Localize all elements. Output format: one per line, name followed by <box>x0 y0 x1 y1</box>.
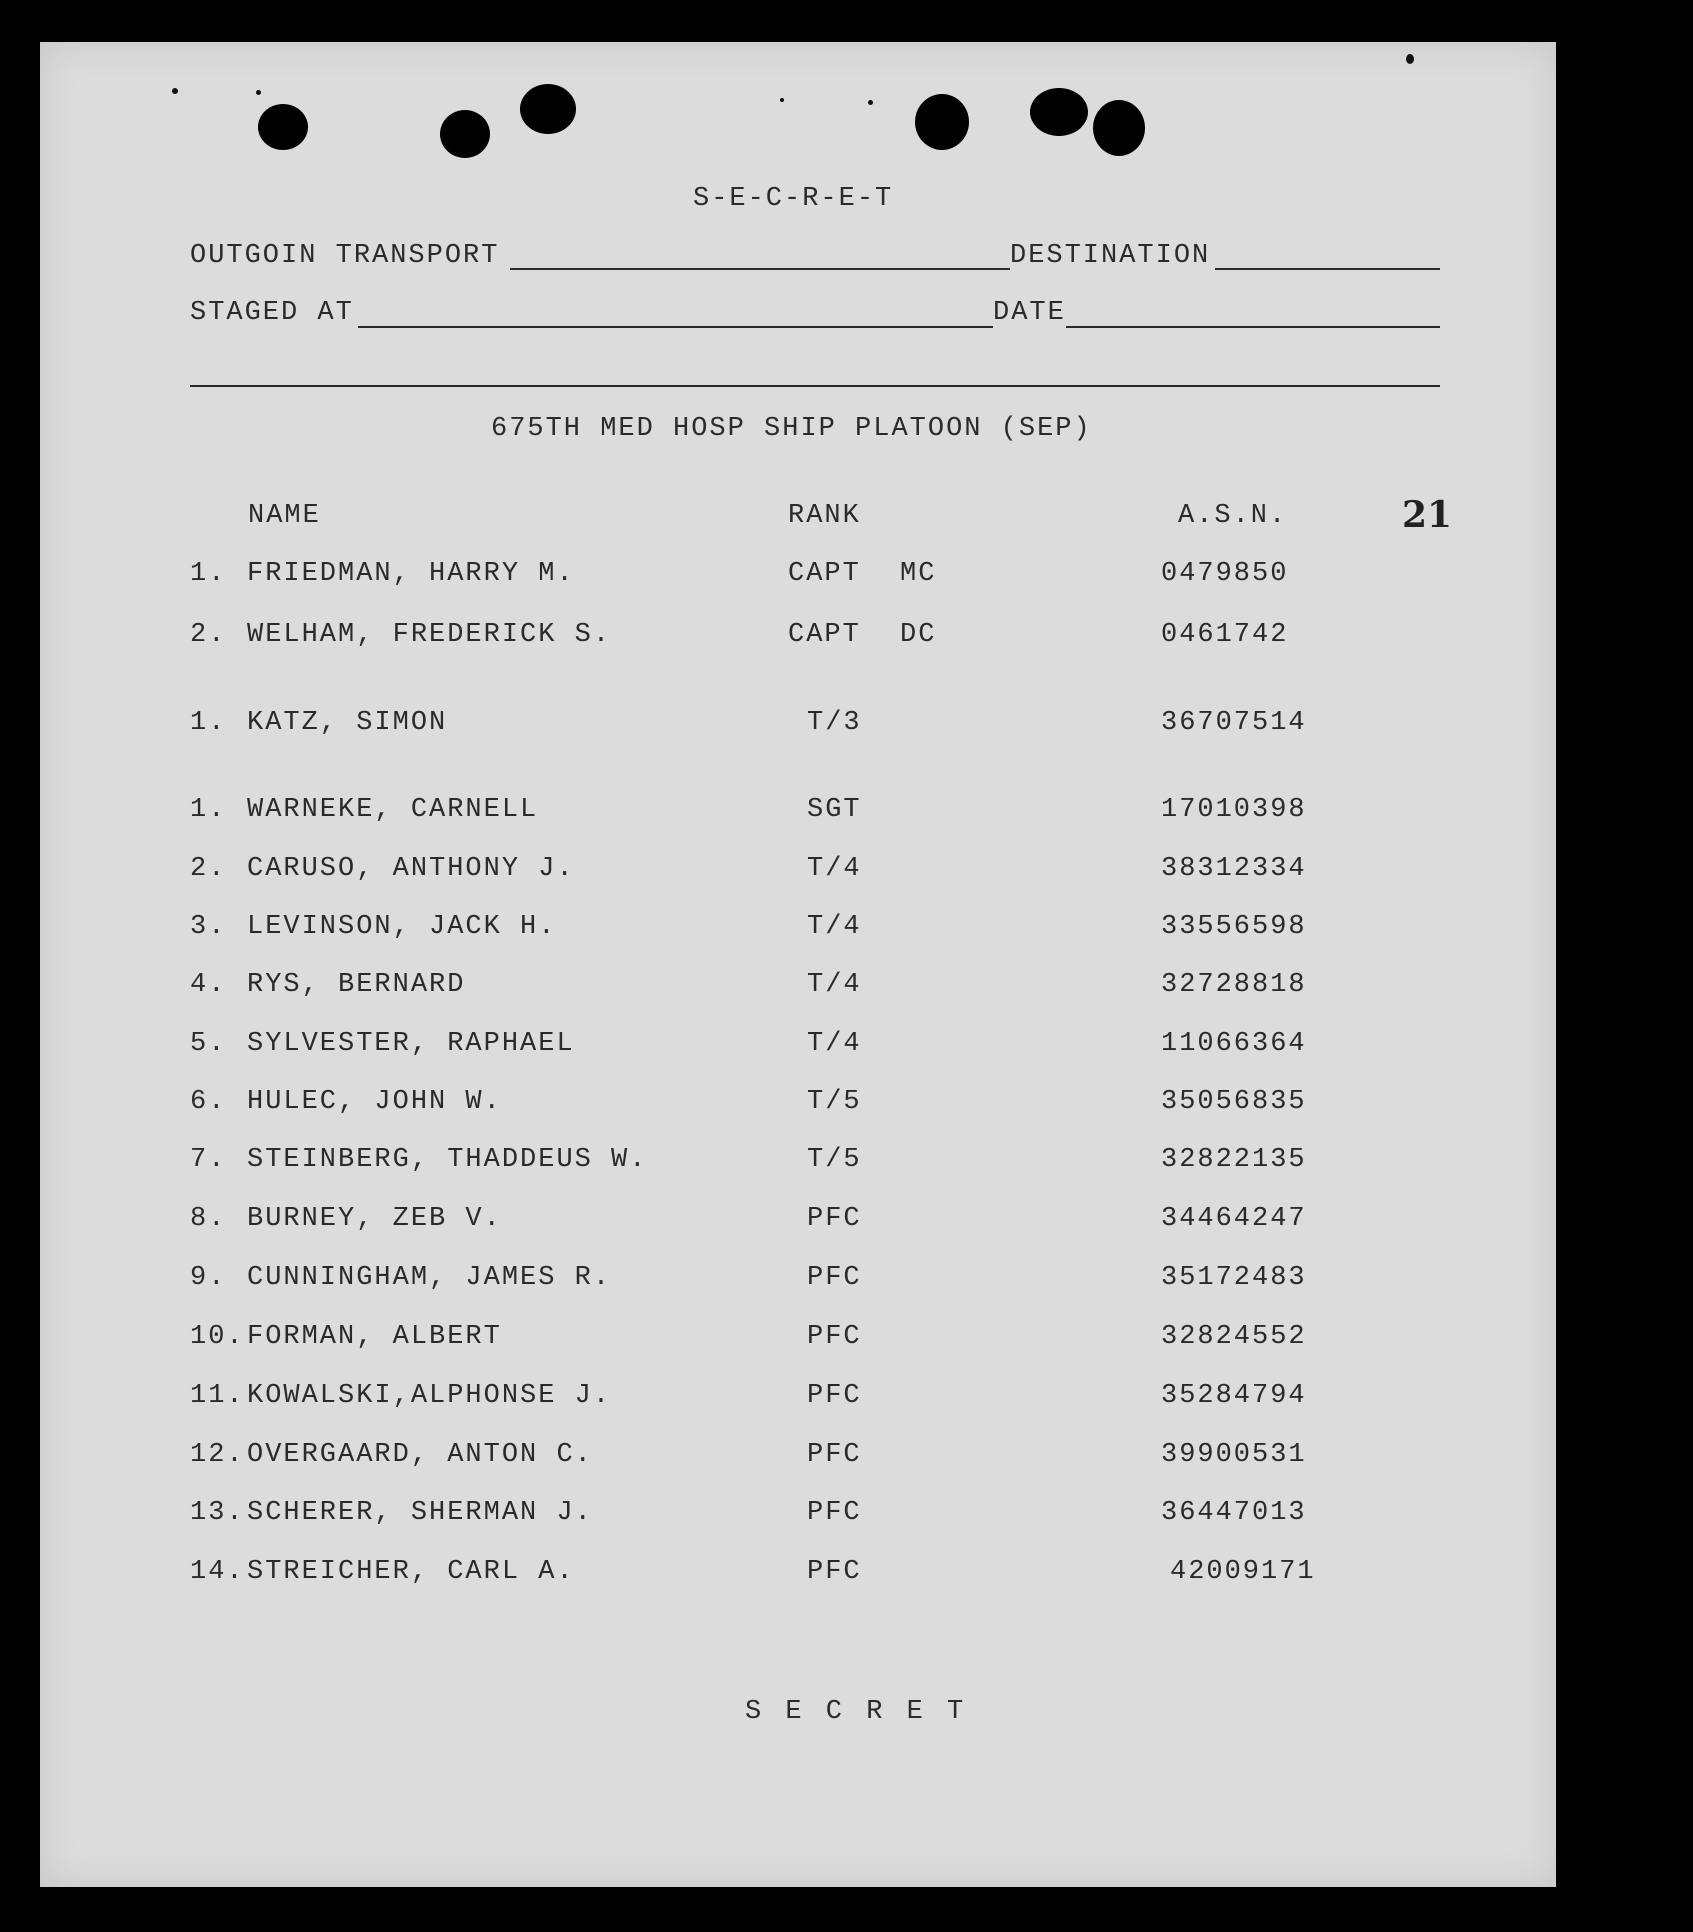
staged-at-label: STAGED AT <box>190 298 354 328</box>
specks <box>868 100 873 105</box>
person-asn: 32728818 <box>1161 970 1307 1000</box>
person-name: FRIEDMAN, HARRY M. <box>247 559 575 589</box>
specks <box>256 90 261 95</box>
person-asn: 32824552 <box>1161 1322 1307 1352</box>
table-row <box>40 1089 1556 1125</box>
person-name: LEVINSON, JACK H. <box>247 912 557 942</box>
unit-title: 675TH MED HOSP SHIP PLATOON (SEP) <box>491 414 1092 444</box>
person-asn: 42009171 <box>1170 1557 1316 1587</box>
person-name: HULEC, JOHN W. <box>247 1087 502 1117</box>
person-rank: CAPT <box>788 620 861 650</box>
punch-hole <box>1030 88 1088 136</box>
person-rank: T/4 <box>807 970 862 1000</box>
table-row <box>40 1324 1556 1360</box>
person-rank: T/5 <box>807 1145 862 1175</box>
person-name: SYLVESTER, RAPHAEL <box>247 1029 575 1059</box>
destination-field <box>1215 268 1440 270</box>
table-row <box>40 1442 1556 1478</box>
column-header-name: NAME <box>248 501 321 531</box>
person-rank: PFC <box>807 1381 862 1411</box>
row-number: 5. <box>190 1029 227 1059</box>
row-number: 2. <box>190 854 227 884</box>
table-row <box>40 1500 1556 1536</box>
person-rank: PFC <box>807 1498 862 1528</box>
person-name: SCHERER, SHERMAN J. <box>247 1498 593 1528</box>
person-rank: T/3 <box>807 708 862 738</box>
table-row <box>40 972 1556 1008</box>
staged-at-field <box>358 326 993 328</box>
person-asn: 11066364 <box>1161 1029 1307 1059</box>
specks <box>780 98 784 102</box>
table-row <box>40 797 1556 833</box>
classification-bottom: S E C R E T <box>745 1697 968 1727</box>
row-number: 9. <box>190 1263 227 1293</box>
punch-hole <box>520 84 576 134</box>
person-asn: 39900531 <box>1161 1440 1307 1470</box>
person-name: KATZ, SIMON <box>247 708 448 738</box>
person-asn: 0479850 <box>1161 559 1289 589</box>
person-rank: T/4 <box>807 1029 862 1059</box>
person-rank: T/4 <box>807 912 862 942</box>
person-rank: PFC <box>807 1204 862 1234</box>
table-row <box>40 1559 1556 1595</box>
table-row <box>40 1031 1556 1067</box>
row-number: 6. <box>190 1087 227 1117</box>
row-number: 14. <box>190 1557 245 1587</box>
table-row <box>40 856 1556 892</box>
person-asn: 0461742 <box>1161 620 1289 650</box>
row-number: 11. <box>190 1381 245 1411</box>
row-number: 7. <box>190 1145 227 1175</box>
table-row <box>40 622 1556 658</box>
person-asn: 34464247 <box>1161 1204 1307 1234</box>
row-number: 1. <box>190 559 227 589</box>
person-branch: DC <box>900 620 937 650</box>
person-rank: PFC <box>807 1263 862 1293</box>
person-rank: PFC <box>807 1322 862 1352</box>
person-asn: 33556598 <box>1161 912 1307 942</box>
person-asn: 35172483 <box>1161 1263 1307 1293</box>
person-name: FORMAN, ALBERT <box>247 1322 502 1352</box>
outgoing-transport-label: OUTGOIN TRANSPORT <box>190 241 500 271</box>
person-rank: SGT <box>807 795 862 825</box>
row-number: 10. <box>190 1322 245 1352</box>
person-rank: T/5 <box>807 1087 862 1117</box>
punch-hole <box>258 104 308 150</box>
person-name: STEINBERG, THADDEUS W. <box>247 1145 648 1175</box>
person-name: WELHAM, FREDERICK S. <box>247 620 612 650</box>
person-name: BURNEY, ZEB V. <box>247 1204 502 1234</box>
outgoing-transport-field <box>510 268 1010 270</box>
person-asn: 17010398 <box>1161 795 1307 825</box>
date-label: DATE <box>993 298 1066 328</box>
person-name: WARNEKE, CARNELL <box>247 795 539 825</box>
table-row <box>40 1206 1556 1242</box>
column-header-rank: RANK <box>788 501 861 531</box>
person-name: STREICHER, CARL A. <box>247 1557 575 1587</box>
document-page <box>40 42 1556 1887</box>
person-asn: 36447013 <box>1161 1498 1307 1528</box>
person-name: CARUSO, ANTHONY J. <box>247 854 575 884</box>
row-number: 8. <box>190 1204 227 1234</box>
row-number: 3. <box>190 912 227 942</box>
specks <box>1406 54 1414 64</box>
person-name: RYS, BERNARD <box>247 970 466 1000</box>
date-field <box>1066 326 1440 328</box>
row-number: 2. <box>190 620 227 650</box>
person-rank: PFC <box>807 1440 862 1470</box>
row-number: 12. <box>190 1440 245 1470</box>
person-name: KOWALSKI,ALPHONSE J. <box>247 1381 612 1411</box>
page-number: 21 <box>1402 494 1453 536</box>
person-rank: CAPT <box>788 559 861 589</box>
person-asn: 36707514 <box>1161 708 1307 738</box>
row-number: 1. <box>190 795 227 825</box>
table-row <box>40 1383 1556 1419</box>
row-number: 1. <box>190 708 227 738</box>
column-header-asn: A.S.N. <box>1178 501 1288 531</box>
person-branch: MC <box>900 559 937 589</box>
person-name: CUNNINGHAM, JAMES R. <box>247 1263 612 1293</box>
header-divider <box>190 385 1440 387</box>
table-row <box>40 1265 1556 1301</box>
person-asn: 35284794 <box>1161 1381 1307 1411</box>
punch-hole <box>440 110 490 158</box>
person-asn: 38312334 <box>1161 854 1307 884</box>
person-rank: PFC <box>807 1557 862 1587</box>
specks <box>172 88 178 94</box>
person-asn: 32822135 <box>1161 1145 1307 1175</box>
punch-hole <box>915 94 969 150</box>
table-row <box>40 914 1556 950</box>
person-asn: 35056835 <box>1161 1087 1307 1117</box>
destination-label: DESTINATION <box>1010 241 1211 271</box>
punch-hole <box>1093 100 1145 156</box>
row-number: 4. <box>190 970 227 1000</box>
person-rank: T/4 <box>807 854 862 884</box>
row-number: 13. <box>190 1498 245 1528</box>
table-row <box>40 1147 1556 1183</box>
classification-top: S-E-C-R-E-T <box>693 184 894 214</box>
table-row <box>40 561 1556 597</box>
person-name: OVERGAARD, ANTON C. <box>247 1440 593 1470</box>
table-row <box>40 710 1556 746</box>
